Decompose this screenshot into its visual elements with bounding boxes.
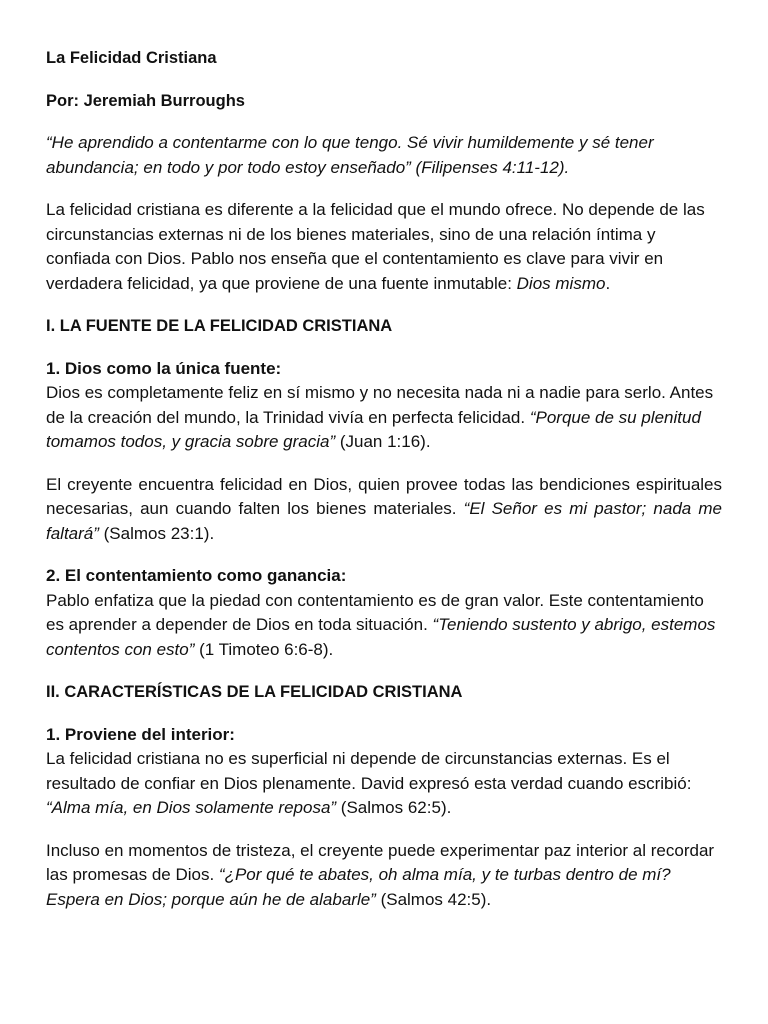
section-1-sub-2 [46, 564, 722, 662]
section-2-sub-1 [46, 723, 722, 821]
section-2-paragraph-2-quote: “¿Por qué te abates, oh alma mía, y te turbas dentro de mí? Espera en Dios; porque aún he de alabarle” [46, 865, 671, 909]
epigraph-text: “He aprendido a contentarme con lo que tengo. Sé vivir humildemente y sé tener abundancia; en todo y por todo estoy enseñado” (Filipenses 4:11-12). [46, 133, 654, 177]
section-1-sub-2-ref: (1 Timoteo 6:6-8). [194, 639, 334, 659]
intro-end: . [605, 273, 611, 293]
intro-text: La felicidad cristiana es diferente a la felicidad que el mundo ofrece. No depende de las circunstancias externas ni de los bienes materiales, sino de una relación íntima y confiada con Dios. Pablo nos enseña que el contentamiento es clave para vivir en verdadera felicidad, ya que proviene de una fuente inmutable: [46, 200, 705, 293]
section-1-sub-1-quote: “Porque de su plenitud tomamos todos, y gracia sobre gracia” [46, 407, 701, 451]
document-title: La Felicidad Cristiana [46, 49, 217, 67]
section-2-paragraph-2 [46, 839, 722, 913]
section-1-heading: I. LA FUENTE DE LA FELICIDAD CRISTIANA [46, 317, 393, 335]
author-line: Por: Jeremiah Burroughs [46, 91, 245, 110]
epigraph-quote [46, 131, 722, 180]
document-page [46, 46, 722, 930]
section-1-sub-2-quote: “Teniendo sustento y abrigo, estemos contentos con esto” [46, 615, 716, 659]
section-1-paragraph-2 [46, 473, 722, 547]
section-1-paragraph-2-quote: “El Señor es mi pastor; nada me faltará” [46, 499, 723, 543]
section-2-paragraph-2-ref: (Salmos 42:5). [375, 889, 492, 909]
section-1-paragraph-2-text: El creyente encuentra felicidad en Dios, quien provee todas las bendiciones espirituales necesarias, aun cuando falten los bienes materiales. [46, 474, 722, 518]
section-2-sub-1-ref: (Salmos 62:5). [336, 798, 452, 817]
intro-paragraph [46, 198, 722, 296]
section-1-sub-1-heading: 1. Dios como la única fuente: [46, 358, 282, 378]
section-1-sub-2-heading: 2. El contentamiento como ganancia: [46, 566, 347, 585]
section-1-sub-1 [46, 357, 722, 455]
section-2-heading: II. CARACTERÍSTICAS DE LA FELICIDAD CRISTIANA [46, 683, 463, 701]
section-2-sub-1-heading: 1. Proviene del interior: [46, 724, 235, 744]
section-2-sub-1-quote: “Alma mía, en Dios solamente reposa” [46, 798, 337, 817]
section-2-paragraph-2-text: Incluso en momentos de tristeza, el creyente puede experimentar paz interior al recordar las promesas de Dios. [46, 840, 715, 884]
section-1-paragraph-2-ref: (Salmos 23:1). [98, 523, 215, 543]
section-1-sub-1-text: Dios es completamente feliz en sí mismo y no necesita nada ni a nadie para serlo. Antes de la creación del mundo, la Trinidad vivía en perfecta felicidad. [46, 383, 714, 427]
section-1-sub-1-ref: (Juan 1:16). [335, 432, 431, 451]
section-2-sub-1-text: La felicidad cristiana no es superficial ni depende de circunstancias externas. Es el resultado de confiar en Dios plenamente. David expresó esta verdad cuando escribió: [46, 749, 692, 793]
section-1-sub-2-text: Pablo enfatiza que la piedad con contentamiento es de gran valor. Este contentamiento es aprender a depender de Dios en toda situación. [46, 590, 704, 634]
intro-emphasis: Dios mismo [516, 273, 606, 293]
